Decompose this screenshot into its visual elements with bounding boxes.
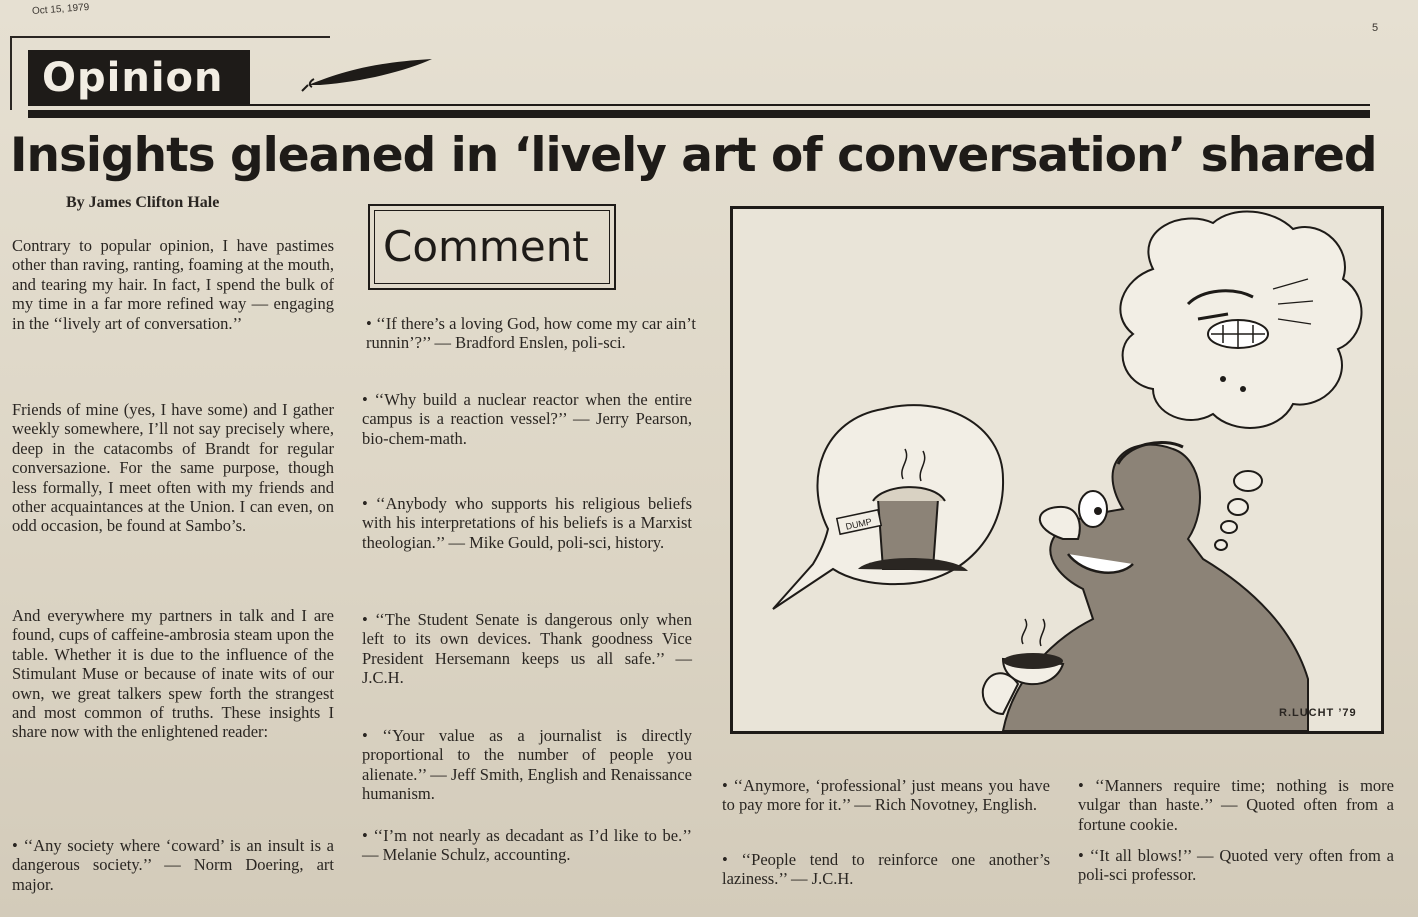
section-frame-top [10,36,330,38]
cartoon-drawing [733,209,1381,731]
header-rule [28,110,1370,118]
body-paragraph: And everywhere my partners in talk and I are found, cups of caffeine-ambrosia steam upon the table. Whether it is due to the influence of the Stimulant Muse or because of inate wits of our own, we great talkers spew forth the strangest and most common of truths. These insights I share now with the enlightened reader: [12,606,334,742]
section-frame-left [10,36,12,110]
page-number: 5 [1372,22,1379,34]
cartoon-sign-text: DUMP [844,516,873,532]
comment-label: Comment [374,210,610,284]
quill-pen-icon [300,55,440,95]
quote-item: • ‘‘The Student Senate is dangerous only when left to its own devices. Thank goodness Vice President Hersemann keeps us all safe.’’ — J.C.H. [362,610,692,688]
quote-item: • ‘‘Anybody who supports his religious beliefs with his interpretations of his beliefs is a Marxist theologian.’’ — Mike Gould, poli-sci, history. [362,494,692,552]
article-headline: Insights gleaned in ‘lively art of conversation’ shared [10,128,1377,183]
quote-item: • ‘‘Why build a nuclear reactor when the entire campus is a reaction vessel?’’ — Jerry Pearson, bio-chem-math. [362,390,692,448]
quote-item: • ‘‘I’m not nearly as decadant as I’d like to be.’’ — Melanie Schulz, accounting. [362,826,692,865]
body-paragraph: Friends of mine (yes, I have some) and I gather weekly somewhere, I’ll not say precisely where, deep in the catacombs of Brandt for regular conversazione. For the same purpose, though less formally, I meet often with my friends and other acquaintances at the Union. I can even, on odd occasion, be found at Sambo’s. [12,400,334,536]
quote-item: • ‘‘If there’s a loving God, how come my car ain’t runnin’?’’ — Bradford Enslen, poli-sci. [366,314,696,353]
issue-date: Oct 15, 1979 [31,2,90,17]
quote-item: • ‘‘Manners require time; nothing is more vulgar than haste.’’ — Quoted often from a fortune cookie. [1078,776,1394,834]
cartoonist-signature: R.LUCHT ’79 [1279,707,1357,719]
quote-item: • ‘‘People tend to reinforce one another’s laziness.’’ — J.C.H. [722,850,1050,889]
section-title: Opinion [28,50,250,106]
body-paragraph: Contrary to popular opinion, I have pastimes other than raving, ranting, foaming at the mouth, and tearing my hair. In fact, I spend the bulk of my time in a far more refined way — engaging in the ‘‘lively art of conversation.’’ [12,236,334,333]
quote-item: • ‘‘Anymore, ‘professional’ just means you have to pay more for it.’’ — Rich Novotney, English. [722,776,1050,815]
header-rule-thin [250,104,1370,106]
quote-item: • ‘‘Your value as a journalist is directly proportional to the number of people you alienate.’’ — Jeff Smith, English and Renaissance humanism. [362,726,692,804]
editorial-cartoon [730,206,1384,734]
article-byline: By James Clifton Hale [66,194,220,211]
man-figure [1003,445,1308,731]
quote-item: • ‘‘Any society where ‘coward’ is an insult is a dangerous society.’’ — Norm Doering, art major. [12,836,334,894]
quote-item: • ‘‘It all blows!’’ — Quoted very often from a poli-sci professor. [1078,846,1394,885]
